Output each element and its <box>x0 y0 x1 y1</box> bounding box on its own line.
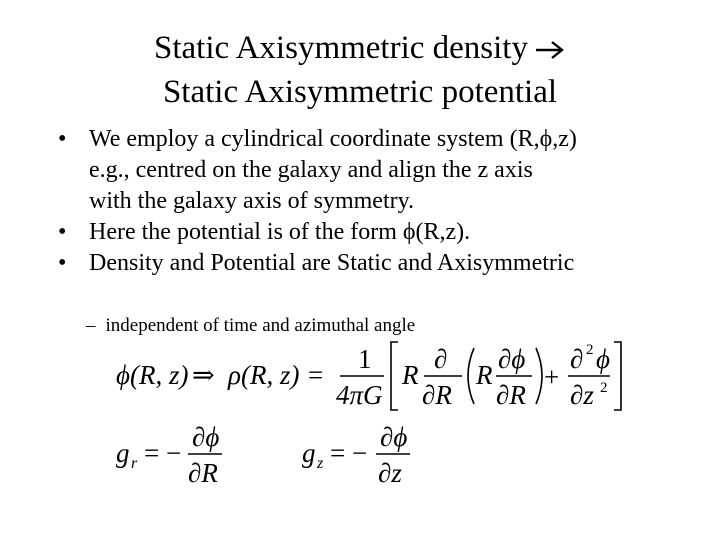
gr-sub: r <box>131 455 138 472</box>
eq-phi: ϕ <box>596 344 610 374</box>
gz-den: ∂z <box>378 458 402 488</box>
eq-d2: ∂ <box>570 344 584 374</box>
bullet-line: Density and Potential are Static and Axisymmetric <box>89 250 575 276</box>
gz-sub: z <box>317 455 324 472</box>
bullet-line: e.g., centred on the galaxy and align the z axis <box>89 157 533 183</box>
bullet-line: We employ a cylindrical coordinate system (R,ϕ,z) <box>89 126 577 152</box>
gr-g: g <box>116 438 130 468</box>
eq-dphi: ∂ϕ <box>498 344 526 374</box>
gz-g: g <box>302 438 316 468</box>
eq-R-2: R <box>476 360 493 390</box>
eq-plus: + <box>544 362 560 392</box>
sub-bullet-text: independent of time and azimuthal angle <box>105 315 416 336</box>
eq-dz: ∂z <box>570 380 594 410</box>
bullet-line: with the galaxy axis of symmetry. <box>89 188 415 214</box>
gz-eq: = − <box>330 438 368 468</box>
eq-dR-2: ∂R <box>496 380 526 410</box>
eq-d-1: ∂ <box>434 344 448 374</box>
bullet-marker: • <box>58 250 67 276</box>
eq-rho: ρ(R, z) = <box>228 360 325 390</box>
eq-sup2: 2 <box>586 342 594 358</box>
eq-lhs-phi: ϕ(R, z) <box>116 360 189 390</box>
eq-frac-num: 1 <box>358 344 372 374</box>
title-line-1-text: Static Axisymmetric density <box>154 30 528 66</box>
gr-eq: = − <box>144 438 182 468</box>
eq-z-sup2: 2 <box>600 380 608 396</box>
gz-num: ∂ϕ <box>380 422 408 452</box>
bullet-line: Here the potential is of the form ϕ(R,z). <box>89 219 471 245</box>
bullet-marker: • <box>58 219 67 245</box>
eq-R-1: R <box>402 360 419 390</box>
gr-den: ∂R <box>188 458 218 488</box>
title-line-2: Static Axisymmetric potential <box>162 74 558 110</box>
eq-implies: ⇒ <box>192 360 215 390</box>
gr-num: ∂ϕ <box>192 422 220 452</box>
eq-frac-den: 4πG <box>336 380 383 410</box>
eq-dR-1: ∂R <box>422 380 452 410</box>
sub-bullet-marker: – <box>86 315 96 336</box>
bullet-marker: • <box>58 126 67 152</box>
